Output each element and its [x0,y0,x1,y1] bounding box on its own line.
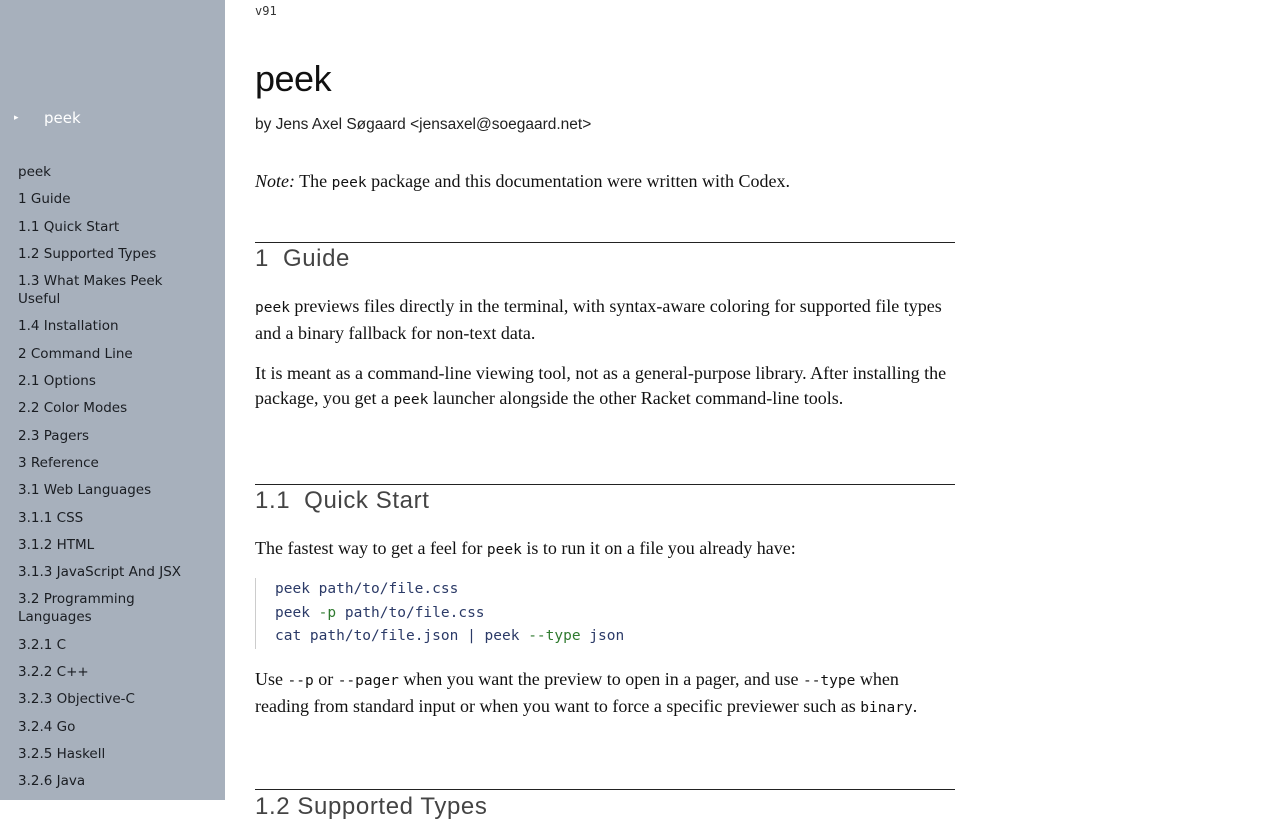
toc-item-pagers[interactable]: 2.3 Pagers [18,427,90,444]
toc-item-quick-start[interactable]: 1.1 Quick Start [18,218,120,235]
code-block [255,578,975,649]
page-title: peek [255,58,332,99]
paragraph-text: when you want the preview to open in a pager, and use [398,669,803,689]
section-divider [255,484,955,485]
note-text-after: package and this documentation were written with Codex. [366,171,790,191]
inline-code: binary [860,700,913,716]
toc-item-reference[interactable]: 3 Reference [18,454,99,471]
section-divider [255,242,955,243]
code-option: -p [318,604,337,621]
author-line: by Jens Axel Søgaard <jensaxel@soegaard.net> [255,116,592,133]
code-command: peek [275,581,310,597]
section-heading-quick-start [255,487,429,515]
guide-paragraph-1 [255,294,955,346]
paragraph-text: . [912,696,918,716]
sidebar [0,0,225,800]
sidebar-current-label: peek [44,109,81,127]
paragraph-text: when reading from standard input or when you want to force a specific previewer such as [255,669,899,716]
guide-paragraph-2 [255,361,955,413]
paragraph-text: It is meant as a command-line viewing tool, not as a general-purpose library. After installing the package, you get a [255,363,947,408]
paragraph-text: launcher alongside the other Racket command-line tools. [428,388,844,408]
paragraph-text: or [313,669,338,689]
table-of-contents [18,163,218,800]
toc-item-web-languages[interactable]: 3.1 Web Languages [18,482,152,499]
toc-item-command-line[interactable]: 2 Command Line [18,345,133,362]
section-heading-guide [255,245,350,273]
inline-code: --type [802,673,856,689]
paragraph-text: previews files directly in the terminal, with syntax-aware coloring for supported file types and a binary fallback for non-text data. [255,296,942,343]
inline-code: peek [393,392,429,408]
paragraph-text: The fastest way to get a feel for [255,538,487,558]
note-text-before: The [295,171,332,191]
code-argument: path/to/file.json [301,628,459,644]
toc-item-c[interactable]: 3.2.1 C [18,636,67,653]
quick-start-paragraph-1 [255,536,955,563]
code-line [275,625,975,649]
section-number: 1.1 [255,487,291,514]
note-paragraph [255,169,955,196]
section-heading-supported-types: 1.2 Supported Types [255,793,488,820]
version-label: v91 [255,4,277,18]
inline-code: peek [255,300,290,316]
toc-item-haskell[interactable]: 3.2.5 Haskell [18,745,106,762]
toc-item-programming-languages[interactable]: 3.2 Programming Languages [18,591,135,626]
note-label: Note: [255,171,295,191]
inline-code: --pager [337,673,399,689]
quick-start-paragraph-2 [255,667,955,721]
section-divider [255,789,955,790]
toc-item-objective-c[interactable]: 3.2.3 Objective-C [18,691,135,708]
code-argument: path/to/file.css [336,604,485,621]
inline-code: --p [287,673,314,689]
sidebar-current-doc[interactable] [14,109,81,127]
toc-item-cpp[interactable]: 3.2.2 C++ [18,664,89,681]
code-option: --type [528,628,581,644]
toc-item-go[interactable]: 3.2.4 Go [18,718,76,735]
code-pipe: | [458,628,485,644]
code-line [275,578,975,602]
code-line [275,602,975,626]
toc-item-what-makes-peek-useful[interactable]: 1.3 What Makes Peek Useful [18,273,163,308]
section-number: 1 [255,245,269,272]
toc-item-guide[interactable]: 1 Guide [18,191,71,208]
toc-item-css[interactable]: 3.1.1 CSS [18,509,84,526]
toc-item-javascript-and-jsx[interactable]: 3.1.3 JavaScript And JSX [18,564,182,581]
toc-item-peek[interactable]: peek [18,164,51,180]
toc-item-installation[interactable]: 1.4 Installation [18,318,119,335]
code-value: json [580,628,625,644]
note-code: peek [331,175,367,191]
paragraph-text: Use [255,669,288,689]
triangle-right-icon: ▸ [14,113,19,123]
toc-item-html[interactable]: 3.1.2 HTML [18,536,95,553]
code-command: peek [484,628,520,644]
code-command: peek [275,604,310,621]
toc-item-color-modes[interactable]: 2.2 Color Modes [18,400,128,417]
section-title: Guide [282,245,350,272]
paragraph-text: is to run it on a file you already have: [521,538,796,558]
code-argument: path/to/file.css [309,581,459,597]
inline-code: peek [486,542,522,558]
toc-item-java[interactable]: 3.2.6 Java [18,773,86,790]
section-title: Quick Start [304,487,430,514]
code-command: cat [275,628,302,644]
toc-item-supported-types[interactable]: 1.2 Supported Types [18,245,157,262]
toc-item-options[interactable]: 2.1 Options [18,373,96,390]
